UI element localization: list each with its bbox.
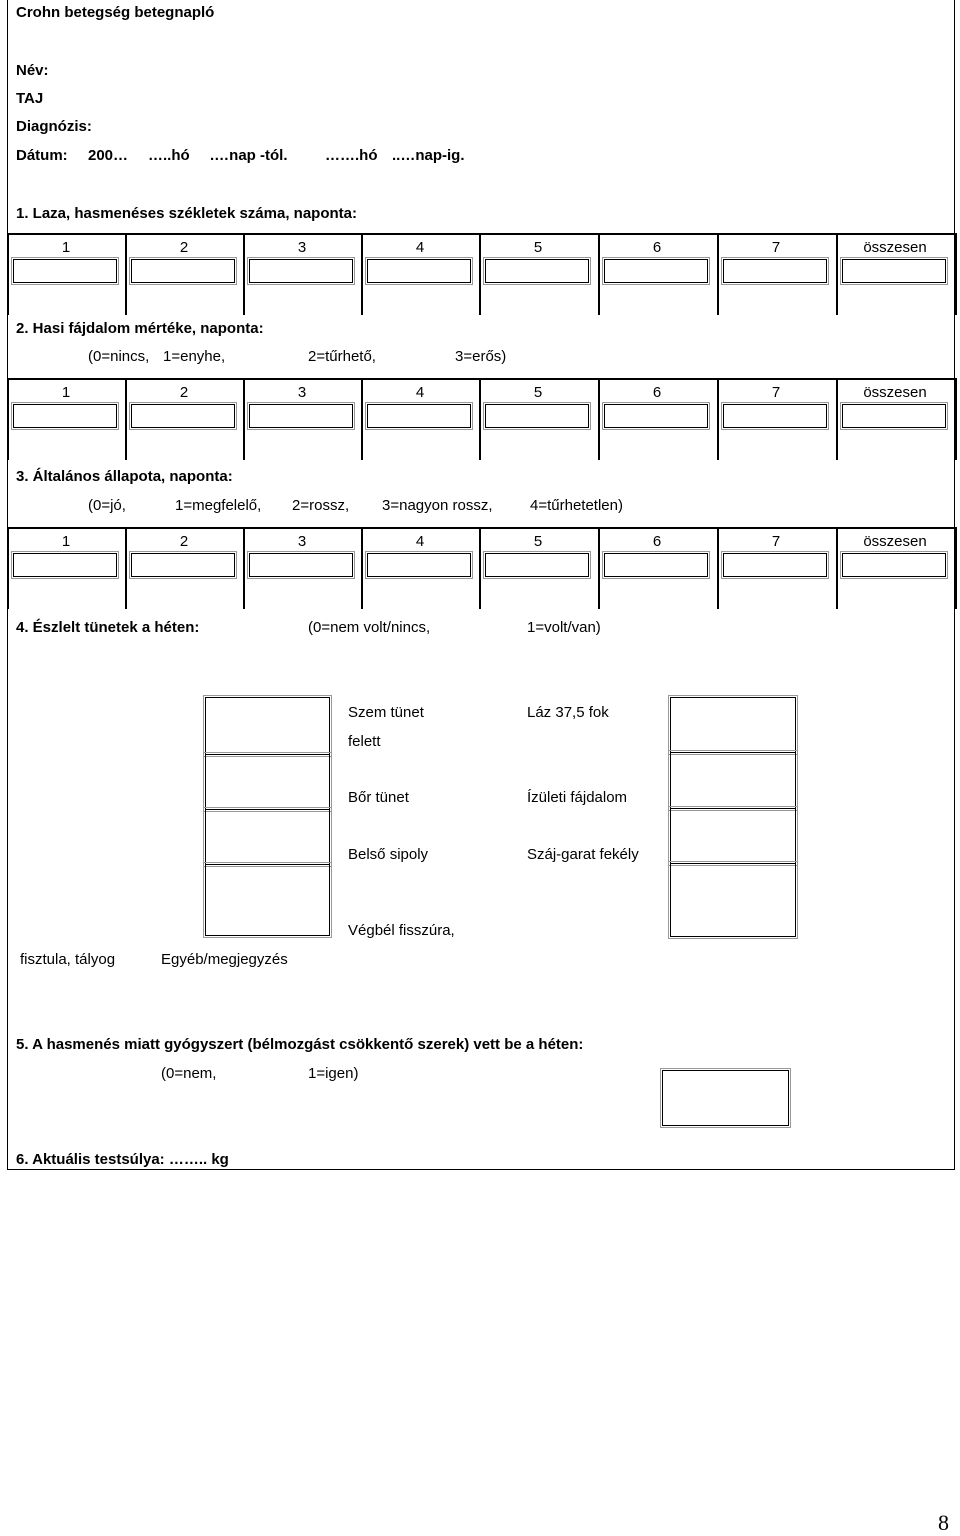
grid-divider <box>955 527 957 609</box>
fever-label: Láz 37,5 fok <box>527 704 609 721</box>
grid-divider <box>955 378 957 460</box>
q1-day-input-box[interactable] <box>249 259 353 283</box>
skin-symptom-label: Bőr tünet <box>348 789 409 806</box>
q3-scale-0: (0=jó, <box>88 497 126 514</box>
q3-day-input-box[interactable] <box>131 553 235 577</box>
anal-fissure-box[interactable] <box>205 864 330 936</box>
q3-day-input-box[interactable] <box>842 553 946 577</box>
inner-fistula-label: Belső sipoly <box>348 846 429 863</box>
q2-scale-0: (0=nincs, <box>88 348 150 365</box>
page-title: Crohn betegség betegnapló <box>16 4 215 21</box>
eye-symptom-box[interactable] <box>205 697 330 755</box>
q4-label: 4. Észlelt tünetek a héten: <box>16 619 200 636</box>
q2-day-input-box[interactable] <box>249 404 353 428</box>
diagnosis-label: Diagnózis: <box>16 118 92 135</box>
q2-scale-2: 2=tűrhető, <box>308 348 376 365</box>
q3-day-header: 1 <box>61 533 71 550</box>
q2-day-input-box[interactable] <box>485 404 589 428</box>
date-from-month: …..hó <box>148 147 190 164</box>
q3-scale-4: 4=tűrhetetlen) <box>530 497 623 514</box>
q2-scale-1: 1=enyhe, <box>163 348 226 365</box>
q5-label: 5. A hasmenés miatt gyógyszert (bélmozgást csökkentő szerek) vett be a héten: <box>16 1036 584 1053</box>
name-label: Név: <box>16 62 49 79</box>
q1-day-header: 2 <box>179 239 189 256</box>
q4-scale-1: 1=volt/van) <box>527 619 601 636</box>
q3-day-header: 7 <box>771 533 781 550</box>
q3-day-header: összesen <box>863 533 927 550</box>
q2-day-input-box[interactable] <box>842 404 946 428</box>
joint-pain-box[interactable] <box>670 752 796 809</box>
q1-day-input-box[interactable] <box>13 259 117 283</box>
q2-day-header: 2 <box>179 384 189 401</box>
q5-scale-0: (0=nem, <box>161 1065 217 1082</box>
q3-day-input-box[interactable] <box>723 553 827 577</box>
eye-symptom-label: Szem tünet <box>348 704 424 721</box>
inner-fistula-box[interactable] <box>205 809 330 865</box>
q3-scale-1: 1=megfelelő, <box>175 497 262 514</box>
q2-label: 2. Hasi fájdalom mértéke, naponta: <box>16 320 264 337</box>
q1-day-header: 4 <box>415 239 425 256</box>
q2-day-input-box[interactable] <box>13 404 117 428</box>
q2-day-header: 3 <box>297 384 307 401</box>
date-to-day: ..…nap-ig. <box>392 147 465 164</box>
q3-day-header: 3 <box>297 533 307 550</box>
date-year: 200… <box>88 147 129 164</box>
q1-day-header: 3 <box>297 239 307 256</box>
q3-day-input-box[interactable] <box>13 553 117 577</box>
q1-day-input-box[interactable] <box>485 259 589 283</box>
q2-day-header: 5 <box>533 384 543 401</box>
q3-day-grid <box>7 527 957 609</box>
q1-day-header: 5 <box>533 239 543 256</box>
date-label: Dátum: <box>16 147 68 164</box>
q1-label: 1. Laza, hasmenéses székletek száma, naponta: <box>16 205 357 222</box>
other-notes-label: Egyéb/megjegyzés <box>161 951 288 968</box>
q2-day-input-box[interactable] <box>723 404 827 428</box>
other-notes-box[interactable] <box>670 863 796 937</box>
anal-fissure-label: Végbél fisszúra, <box>348 922 455 939</box>
q2-day-header: 4 <box>415 384 425 401</box>
q1-day-input-box[interactable] <box>604 259 708 283</box>
joint-pain-label: Ízületi fájdalom <box>527 789 628 806</box>
q3-day-header: 4 <box>415 533 425 550</box>
q2-day-header: 6 <box>652 384 662 401</box>
q2-day-header: 1 <box>61 384 71 401</box>
q3-day-input-box[interactable] <box>367 553 471 577</box>
q2-scale-3: 3=erős) <box>455 348 507 365</box>
taj-label: TAJ <box>16 90 44 107</box>
fistula-label: fisztula, tályog <box>20 951 116 968</box>
q1-day-input-box[interactable] <box>842 259 946 283</box>
q1-day-header: összesen <box>863 239 927 256</box>
q3-day-input-box[interactable] <box>604 553 708 577</box>
q3-day-header: 5 <box>533 533 543 550</box>
mouth-ulcer-box[interactable] <box>670 808 796 864</box>
q2-day-header: összesen <box>863 384 927 401</box>
q3-day-header: 6 <box>652 533 662 550</box>
q3-scale-2: 2=rossz, <box>292 497 350 514</box>
q2-day-input-box[interactable] <box>367 404 471 428</box>
q3-scale-3: 3=nagyon rossz, <box>382 497 493 514</box>
q1-day-input-box[interactable] <box>723 259 827 283</box>
q1-day-header: 1 <box>61 239 71 256</box>
skin-symptom-box[interactable] <box>205 754 330 810</box>
q6-label: 6. Aktuális testsúlya: …….. kg <box>16 1151 229 1168</box>
q5-answer-box[interactable] <box>662 1070 789 1126</box>
date-to-month: …….hó <box>325 147 378 164</box>
grid-divider <box>955 233 957 315</box>
q1-day-input-box[interactable] <box>367 259 471 283</box>
q5-scale-1: 1=igen) <box>308 1065 359 1082</box>
mouth-ulcer-label: Száj-garat fekély <box>527 846 639 863</box>
q2-day-grid <box>7 378 957 460</box>
q1-day-input-box[interactable] <box>131 259 235 283</box>
fever-above-label: felett <box>348 733 381 750</box>
date-from-day: .…nap -tól. <box>210 147 288 164</box>
q1-day-header: 6 <box>652 239 662 256</box>
q1-day-grid <box>7 233 957 315</box>
q2-day-input-box[interactable] <box>604 404 708 428</box>
q3-day-input-box[interactable] <box>249 553 353 577</box>
q4-scale-0: (0=nem volt/nincs, <box>308 619 431 636</box>
q2-day-input-box[interactable] <box>131 404 235 428</box>
fever-box[interactable] <box>670 697 796 753</box>
q3-day-input-box[interactable] <box>485 553 589 577</box>
q1-day-header: 7 <box>771 239 781 256</box>
q3-label: 3. Általános állapota, naponta: <box>16 468 233 485</box>
page-number: 8 <box>938 1510 949 1535</box>
q2-day-header: 7 <box>771 384 781 401</box>
q3-day-header: 2 <box>179 533 189 550</box>
